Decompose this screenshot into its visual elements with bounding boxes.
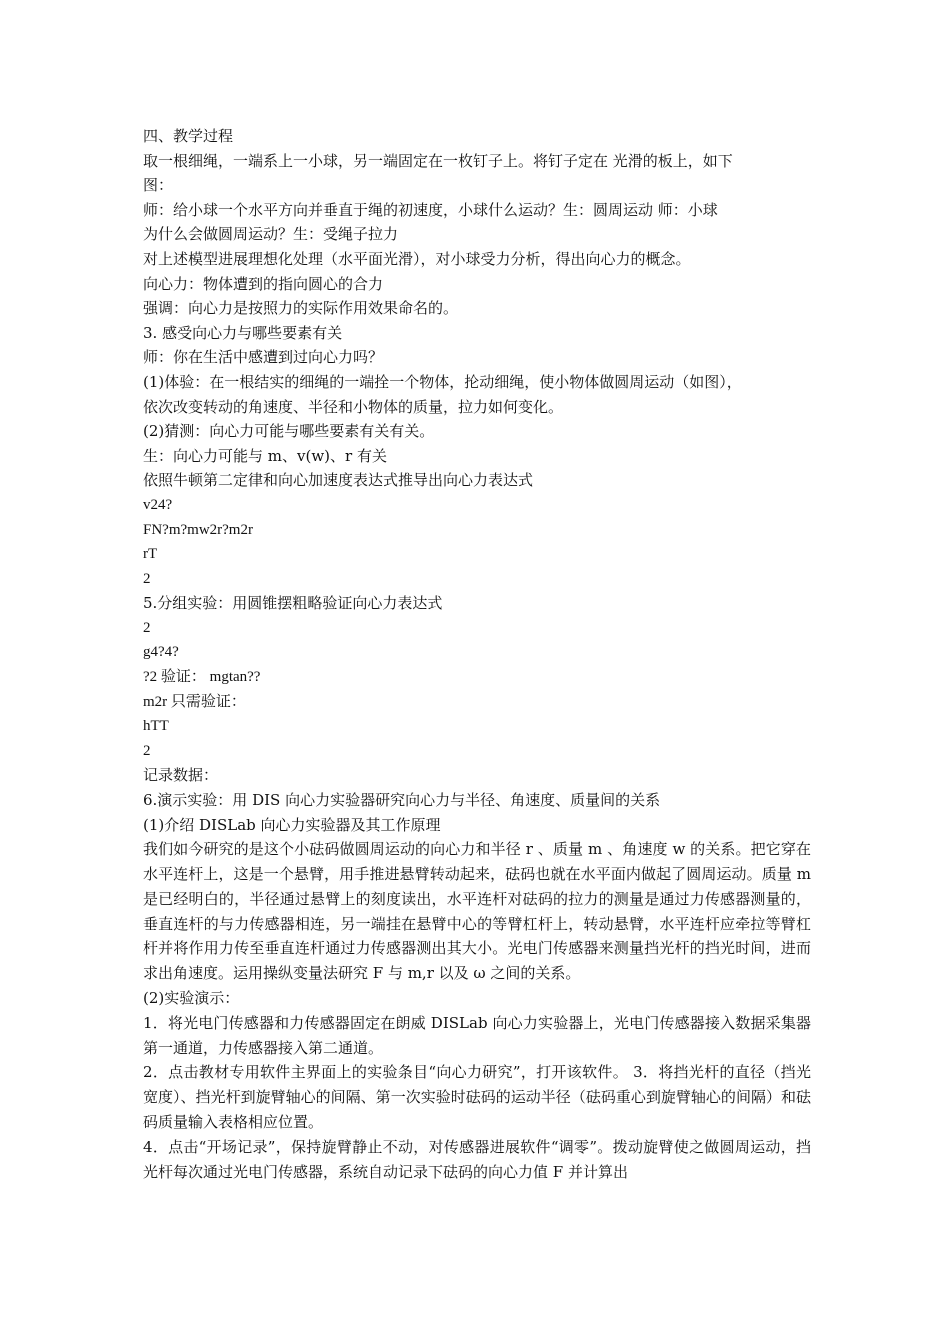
- formula-fragment: v24?: [143, 496, 173, 513]
- text-line: 师：给小球一个水平方向并垂直于绳的初速度，小球什么运动？生：圆周运动 师：小球: [143, 200, 718, 219]
- formula-fragment: g4?4?: [143, 644, 179, 661]
- paragraph: 我们如今研究的是这个小砝码做圆周运动的向心力和半径 r 、质量 m 、角速度 w 的关系。把它穿在水平连杆上，这是一个悬臂，用手推进悬臂转动起来，砝码也就在水平面内做起了圆周运动。质量 m 是已经明白的，半径通过悬臂上的刻度读出，水平连杆对砝码的拉力的测量是通过力传感器测量的，垂直连杆的与力传感器相连，另一端挂在悬臂中心的等臂杠杆上，转动悬臂，水平连杆应牵拉等臂杠杆并将作用力传至垂直连杆通过力传感器测出其大小。光电门传感器来测量挡光杆的挡光时间，进而求出角速度。运用操纵变量法研究 F 与 m,r 以及 ω 之间的关系。: [143, 840, 811, 983]
- formula-fragment: 2: [143, 619, 151, 636]
- text-line: 师：你在生活中感遭到过向心力吗？: [143, 348, 384, 367]
- text-line: 生：向心力可能与 m、v(w)、r 有关: [143, 446, 387, 465]
- text-line: 强调：向心力是按照力的实际作用效果命名的。: [143, 299, 459, 318]
- text-line: 取一根细绳，一端系上一小球，另一端固定在一枚钉子上。将钉子定在 光滑的板上，如下: [143, 151, 733, 170]
- formula-fragment: FN?m?mw2r?m2r: [143, 521, 253, 538]
- subsection-heading: 6.演示实验：用 DIS 向心力实验器研究向心力与半径、角速度、质量间的关系: [143, 791, 661, 810]
- text-line: (1)体验：在一根结实的细绳的一端拴一个物体，抡动细绳，使小物体做圆周运动（如图），: [143, 372, 742, 391]
- formula-fragment: 2: [143, 570, 151, 587]
- text-line: 对上述模型进展理想化处理（水平面光滑），对小球受力分析，得出向心力的概念。: [143, 249, 691, 268]
- paragraph: 1．将光电门传感器和力传感器固定在朗威 DISLab 向心力实验器上，光电门传感器接入数据采集器第一通道，力传感器接入第二通道。: [143, 1013, 811, 1057]
- section-heading: 四、教学过程: [143, 127, 234, 145]
- text-line: 依照牛顿第二定律和向心加速度表达式推导出向心力表达式: [143, 471, 534, 490]
- text-line: 图：: [143, 176, 174, 195]
- text-line: 为什么会做圆周运动？生：受绳子拉力: [143, 225, 399, 244]
- definition-line: 向心力：物体遭到的指向圆心的合力: [143, 274, 384, 293]
- paragraph: (2)实验演示：: [143, 989, 240, 1007]
- document-body: [143, 124, 811, 1184]
- formula-fragment: 2: [143, 742, 151, 759]
- text-line: (1)介绍 DISLab 向心力实验器及其工作原理: [143, 815, 441, 834]
- formula-fragment: m2r 只需验证：: [143, 693, 246, 710]
- formula-fragment: hTT: [143, 718, 169, 735]
- formula-fragment: rT: [143, 546, 158, 563]
- subsection-heading: 3. 感受向心力与哪些要素有关: [143, 323, 343, 342]
- paragraph: 4．点击“开场记录”，保持旋臂静止不动，对传感器进展软件“调零”。拨动旋臂使之做圆周运动，挡光杆每次通过光电门传感器，系统自动记录下砝码的向心力值 F 并计算出: [143, 1137, 811, 1181]
- text-line: 记录数据：: [143, 766, 219, 785]
- text-line: 依次改变转动的角速度、半径和小物体的质量，拉力如何变化。: [143, 397, 564, 416]
- paragraph: 2．点击教材专用软件主界面上的实验条目“向心力研究”，打开该软件。 3．将挡光杆的直径（挡光宽度）、挡光杆到旋臂轴心的间隔、第一次实验时砝码的运动半径（砝码重心到旋臂轴心的间隔）和砝码质量输入表格相应位置。: [143, 1063, 811, 1131]
- text-line: (2)猜测：向心力可能与哪些要素有关有关。: [143, 422, 435, 441]
- subsection-heading: 5.分组实验：用圆锥摆粗略验证向心力表达式: [143, 594, 443, 613]
- formula-fragment: ?2 验证： mgtan??: [143, 669, 261, 686]
